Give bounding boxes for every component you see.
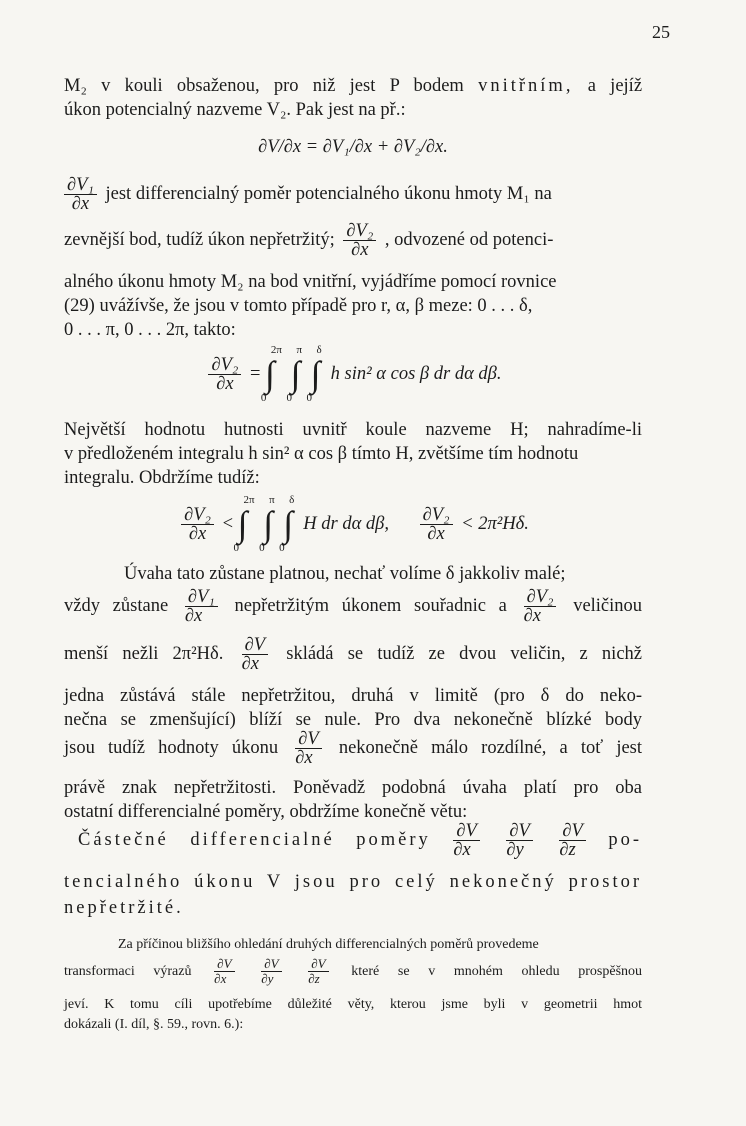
upper-limit: π: [296, 344, 303, 356]
text-span: nepřetržitým úkonem souřadnic a: [234, 595, 507, 616]
text-span: zevnější bod, tudíž úkon nepřetržitý;: [64, 229, 335, 250]
integrand: H dr dα dβ,: [303, 514, 390, 534]
numerator: ∂V: [559, 822, 585, 841]
upper-limit: δ: [316, 344, 322, 356]
integral-sign: ∫: [265, 354, 275, 394]
text-span: transformaci výrazů: [64, 964, 192, 979]
upper-limit: 2π: [243, 494, 255, 506]
text-line: [64, 636, 642, 680]
text-line: úkon potencialný nazveme V₂. Pak jest na př.:: [64, 100, 406, 120]
integral-sign: ∫: [290, 354, 301, 394]
text-line: (29) uvážívše, že jsou v tomto případě pro r, α, β meze: 0 . . . δ,: [64, 296, 533, 316]
numerator: ∂V: [261, 957, 281, 972]
lower-limit: 0: [233, 542, 240, 554]
integrand: h sin² α cos β dr dα dβ.: [330, 364, 502, 384]
upper-limit: 2π: [270, 344, 282, 356]
denominator: ∂z: [559, 840, 576, 860]
text-line: [64, 730, 642, 774]
text-line: nečna se zmenšující) blíží se nule. Pro dva nekonečně blízké body: [64, 710, 642, 730]
theorem-line: tencialného úkonu V jsou pro celý nekonečný prostor: [64, 872, 642, 892]
fraction: [64, 176, 97, 213]
text-line: alného úkonu hmoty M₂ na bod vnitřní, vyjádříme pomocí rovnice: [64, 272, 557, 292]
text-span: skládá se tudíž ze dvou veličin, z nichž: [286, 643, 642, 664]
text-line: ostatní differencialné poměry, obdržíme konečně větu:: [64, 802, 468, 822]
integral-sign: ∫: [283, 504, 294, 544]
denominator: ∂x: [523, 606, 541, 626]
fraction: [453, 822, 479, 859]
integral-limits: [259, 494, 279, 554]
page-number: 25: [652, 22, 670, 42]
numerator: ∂V₁: [185, 588, 218, 607]
fraction: [295, 730, 321, 767]
text-span: vždy zůstane: [64, 595, 169, 616]
numerator: ∂V: [308, 957, 328, 972]
text-span: nekonečně málo rozdílné, a toť jest: [338, 737, 643, 758]
lower-limit: 0: [259, 542, 265, 554]
denominator: ∂y: [261, 971, 274, 987]
text-line: integralu. Obdržíme tudíž:: [64, 468, 260, 488]
emphasized-text: po-: [608, 829, 643, 850]
denominator: ∂x: [216, 373, 234, 394]
numerator: ∂V: [214, 957, 234, 972]
text-line: [64, 176, 642, 224]
lower-limit: 0: [279, 542, 285, 554]
denominator: ∂x: [427, 523, 445, 544]
theorem-line: nepřetržité.: [64, 898, 184, 918]
text-span: menší nežli 2π²Hδ.: [64, 643, 224, 664]
fraction: [343, 222, 376, 259]
footnote-line: Za příčinou bližšího ohledání druhých differencialných poměrů provedeme: [118, 937, 539, 952]
footnote-line: [64, 952, 642, 992]
fraction: [261, 957, 281, 986]
integral-limits: [233, 494, 259, 554]
denominator: ∂x: [71, 194, 90, 214]
lower-limit: 0: [260, 392, 267, 404]
text-span: a jejíž: [587, 76, 643, 96]
integral-sign: ∫: [263, 504, 274, 544]
integral-sign: ∫: [310, 354, 321, 394]
denominator: ∂z: [308, 971, 320, 987]
text-span: které se v mnohém ohledu prospěšnou: [351, 964, 643, 979]
text-span: , odvozené od potenci-: [384, 229, 554, 250]
text-line: v předloženém integralu h sin² α cos β tímto H, zvětšíme tím hodnotu: [64, 444, 579, 464]
less-than: <: [222, 514, 234, 534]
equation-1: [64, 124, 642, 170]
text-line: Největší hodnotu hutnosti uvnitř koule nazveme H; nahradíme-li: [64, 420, 642, 440]
equation-text: < 2π²Hδ.: [461, 514, 529, 534]
denominator: ∂x: [453, 840, 471, 860]
emphasized-word: vnitřním,: [478, 76, 574, 96]
denominator: ∂x: [295, 748, 313, 768]
equation-text: ∂V/∂x = ∂V₁/∂x + ∂V₂/∂x.: [258, 137, 448, 157]
denominator: ∂y: [506, 840, 524, 860]
text-span: jsou tudíž hodnoty úkonu: [64, 737, 279, 758]
numerator: ∂V₂: [524, 588, 557, 607]
text-span: M₂ v kouli obsaženou, pro niž jest P bodem: [64, 76, 464, 96]
denominator: ∂x: [241, 654, 259, 674]
integral-limits: [286, 344, 306, 404]
upper-limit: π: [269, 494, 275, 506]
numerator: ∂V: [242, 636, 268, 655]
lower-limit: 0: [286, 392, 292, 404]
fraction: [308, 957, 328, 986]
fraction: [185, 588, 218, 625]
text-span: veličinou: [573, 595, 643, 616]
fraction: [506, 822, 532, 859]
text-line: [64, 74, 642, 98]
fraction: [559, 822, 585, 859]
fraction: [420, 506, 453, 543]
footnote-line: jeví. K tomu cíli upotřebíme důležité věty, kterou jsme byli v geometrii hmot: [64, 997, 642, 1012]
integral-limits: [279, 494, 299, 554]
numerator: ∂V: [295, 730, 321, 749]
denominator: ∂x: [351, 240, 369, 260]
text-line: 0 . . . π, 0 . . . 2π, takto:: [64, 320, 236, 340]
numerator: ∂V₂: [420, 506, 453, 525]
numerator: ∂V₂: [181, 506, 214, 525]
text-line: jedna zůstává stále nepřetržitou, druhá v limitě (pro δ do neko-: [64, 686, 642, 706]
text-span: jest differencialný poměr potencialného úkonu hmoty M₁ na: [105, 183, 552, 204]
integral-limits: [306, 344, 327, 404]
footnote-line: dokázali (I. díl, §. 59., rovn. 6.):: [64, 1017, 244, 1032]
theorem-line: [64, 822, 642, 868]
fraction: [208, 356, 241, 393]
text-line: právě znak nepřetržitosti. Poněvadž podobná úvaha platí pro oba: [64, 778, 642, 798]
fraction: [524, 588, 557, 625]
equation-3: [64, 494, 642, 560]
denominator: ∂x: [214, 971, 227, 987]
upper-limit: δ: [289, 494, 295, 506]
integral-limits: [260, 344, 286, 404]
numerator: ∂V: [506, 822, 532, 841]
numerator: ∂V: [453, 822, 479, 841]
numerator: ∂V₂: [343, 222, 376, 241]
numerator: ∂V₂: [208, 356, 241, 375]
text-line: [64, 222, 642, 270]
denominator: ∂x: [184, 606, 203, 626]
numerator: ∂V₁: [64, 176, 97, 195]
fraction: [181, 506, 214, 543]
text-line: Úvaha tato zůstane platnou, nechať volíme δ jakkoliv malé;: [124, 564, 566, 584]
integral-sign: ∫: [237, 504, 248, 544]
lower-limit: 0: [306, 392, 313, 404]
emphasized-text: Částečné differencialné poměry: [78, 829, 431, 850]
equation-2: $\frac{\text{∂V₂}}{\partial x}$ = ∫ 2π 0 ∫ π 0 ∫ δ 0 h sin² α cos β dr dα dβ.: [64, 350, 642, 412]
denominator: ∂x: [188, 523, 207, 544]
fraction: [242, 636, 268, 673]
fraction: [214, 957, 234, 986]
text-line: [64, 588, 642, 632]
